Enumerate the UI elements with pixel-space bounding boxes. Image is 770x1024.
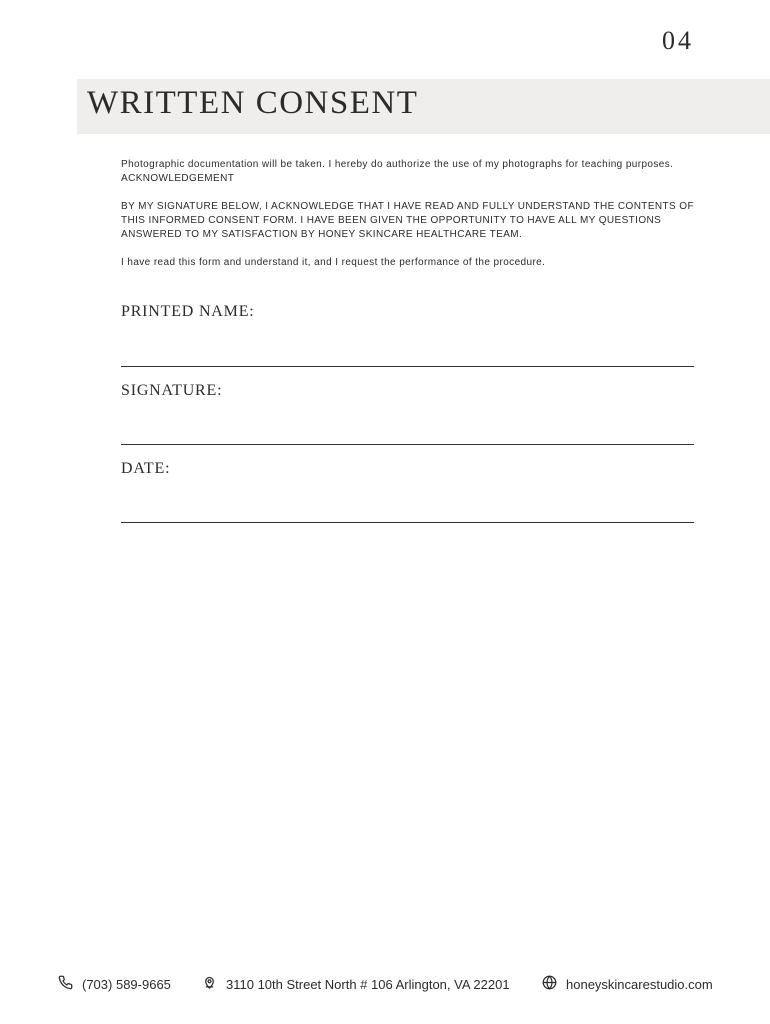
printed-name-line[interactable] (121, 366, 694, 367)
address-text: 3110 10th Street North # 106 Arlington, VA 22201 (226, 976, 510, 992)
closing-statement: I have read this form and understand it, and I request the performance of the procedure. (121, 257, 546, 268)
title-band (77, 79, 770, 134)
acknowledgement-text: BY MY SIGNATURE BELOW, I ACKNOWLEDGE THAT I HAVE READ AND FULLY UNDERSTAND THE CONTENTS OF THIS INFORMED CONSENT FORM. I HAVE BEEN GIVEN THE OPPORTUNITY TO HAVE ALL MY QUESTIONS ANSWERED TO MY SATISFACTION BY HONEY SKINCARE HEALTHCARE TEAM. (121, 201, 694, 240)
location-icon (202, 975, 226, 993)
page-number: 04 (662, 26, 694, 55)
photo-authorization-text: Photographic documentation will be taken. I hereby do authorize the use of my photographs for teaching purposes. (121, 159, 674, 170)
acknowledgement-heading: ACKNOWLEDGEMENT (121, 173, 235, 184)
signature-line[interactable] (121, 444, 694, 445)
footer-phone (58, 975, 171, 993)
consent-body (121, 158, 696, 270)
website-link[interactable]: honeyskincarestudio.com (566, 976, 713, 992)
phone-icon (58, 975, 82, 993)
date-line[interactable] (121, 522, 694, 523)
phone-number: (703) 589-9665 (82, 976, 171, 992)
page-title: WRITTEN CONSENT (87, 85, 419, 121)
footer-address (202, 975, 510, 993)
footer-website[interactable] (542, 975, 713, 993)
signature-label: SIGNATURE: (121, 382, 223, 399)
footer (0, 975, 770, 995)
date-label: DATE: (121, 460, 171, 477)
globe-icon (542, 975, 566, 993)
printed-name-label: PRINTED NAME: (121, 303, 255, 320)
